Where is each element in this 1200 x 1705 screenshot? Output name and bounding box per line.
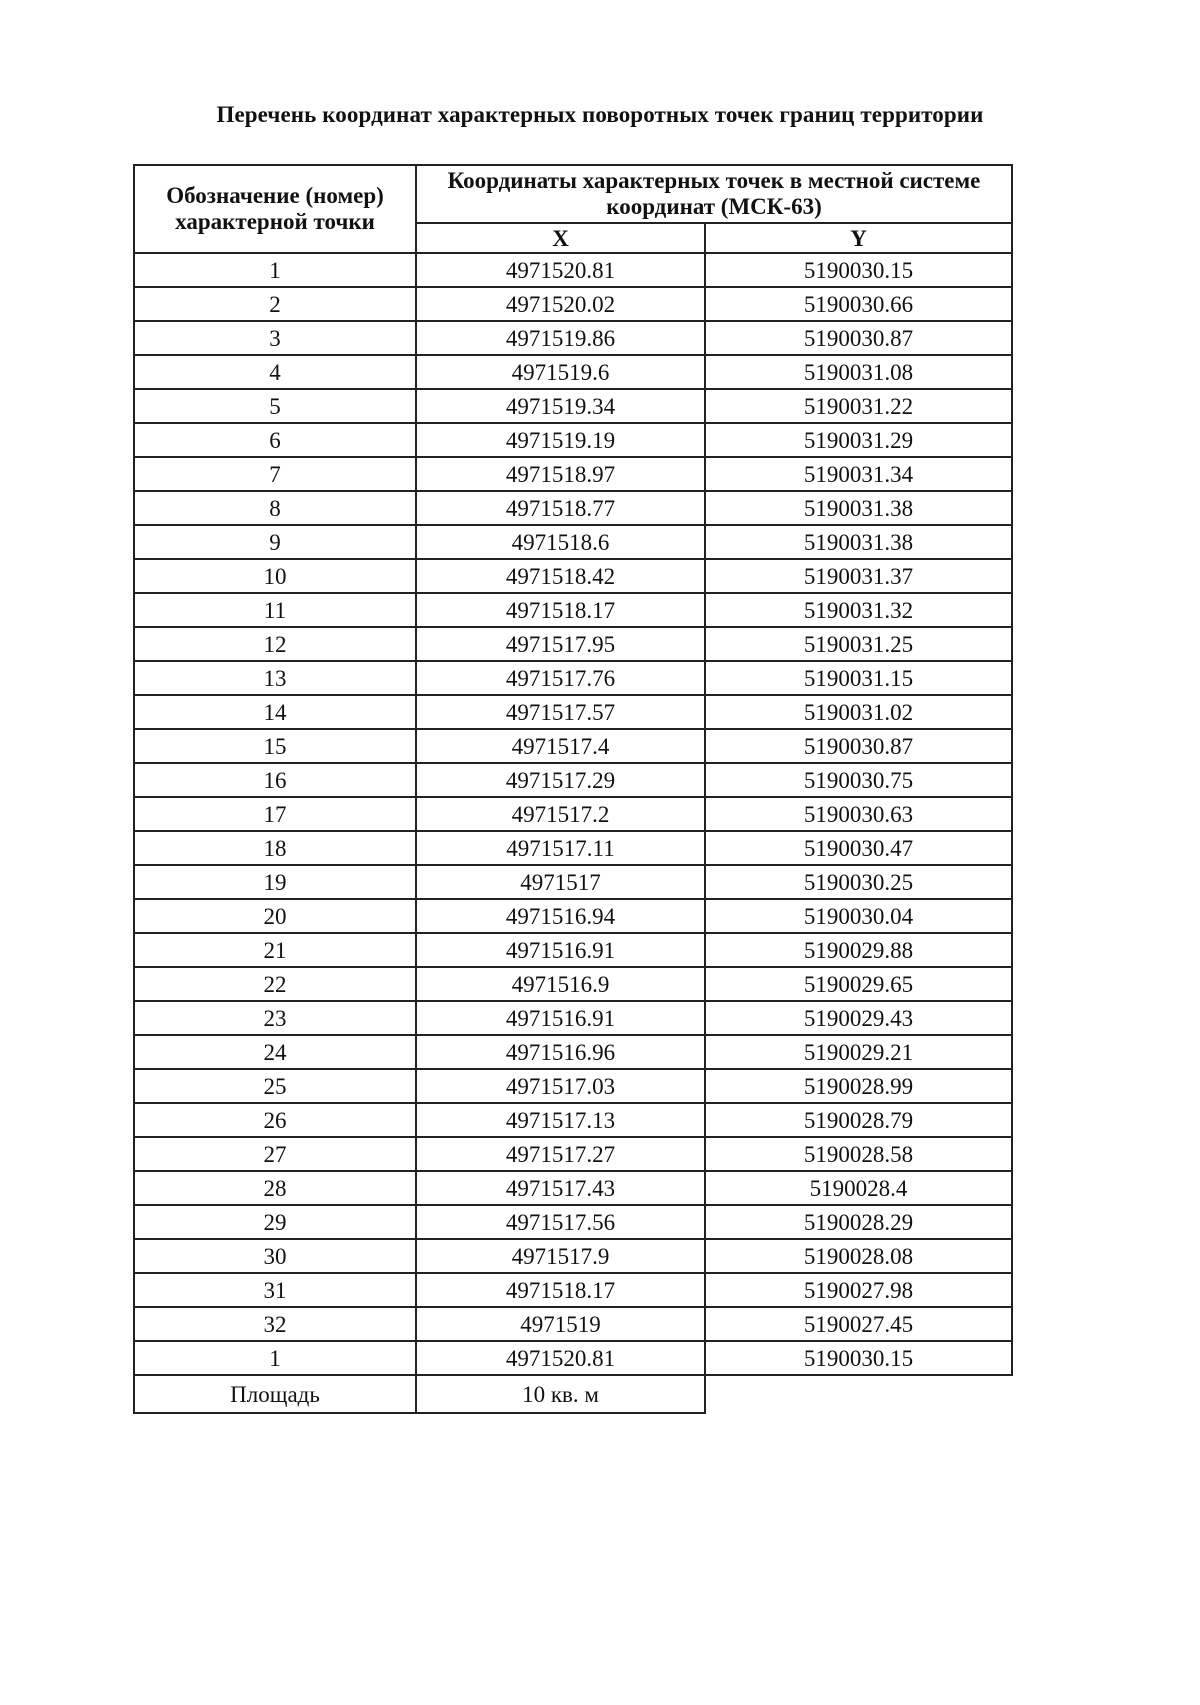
coord-y: 5190031.37: [705, 559, 1012, 593]
coord-x: 4971516.96: [416, 1035, 705, 1069]
coord-x: 4971518.42: [416, 559, 705, 593]
coord-x: 4971516.91: [416, 1001, 705, 1035]
coordinates-table: [133, 164, 1013, 1414]
coord-x: 4971518.6: [416, 525, 705, 559]
coord-y: 5190031.38: [705, 525, 1012, 559]
table-row: [134, 321, 1012, 355]
point-number: 26: [134, 1103, 416, 1137]
coord-x: 4971517.27: [416, 1137, 705, 1171]
point-number: 31: [134, 1273, 416, 1307]
coord-y: 5190030.25: [705, 865, 1012, 899]
table-row: [134, 1103, 1012, 1137]
coord-x: 4971517.9: [416, 1239, 705, 1273]
coord-x: 4971517.11: [416, 831, 705, 865]
point-number: 22: [134, 967, 416, 1001]
coord-y: 5190028.58: [705, 1137, 1012, 1171]
coord-y: 5190029.88: [705, 933, 1012, 967]
table-row: [134, 287, 1012, 321]
header-y: Y: [705, 223, 1012, 253]
area-value: 10 кв. м: [416, 1375, 705, 1413]
point-number: 6: [134, 423, 416, 457]
coord-x: 4971517.43: [416, 1171, 705, 1205]
point-number: 3: [134, 321, 416, 355]
table-row: [134, 933, 1012, 967]
coord-y: 5190031.08: [705, 355, 1012, 389]
coord-x: 4971517: [416, 865, 705, 899]
point-number: 7: [134, 457, 416, 491]
coord-y: 5190030.87: [705, 729, 1012, 763]
coord-x: 4971518.97: [416, 457, 705, 491]
coord-y: 5190027.45: [705, 1307, 1012, 1341]
table-row: [134, 525, 1012, 559]
point-number: 23: [134, 1001, 416, 1035]
point-number: 8: [134, 491, 416, 525]
point-number: 18: [134, 831, 416, 865]
table-row: [134, 1001, 1012, 1035]
point-number: 9: [134, 525, 416, 559]
coord-x: 4971517.57: [416, 695, 705, 729]
coord-x: 4971517.03: [416, 1069, 705, 1103]
coord-y: 5190031.34: [705, 457, 1012, 491]
point-number: 5: [134, 389, 416, 423]
point-number: 2: [134, 287, 416, 321]
table-row: [134, 797, 1012, 831]
table-row: [134, 1069, 1012, 1103]
table-row: [134, 729, 1012, 763]
area-row: [134, 1375, 1012, 1413]
coord-x: 4971517.56: [416, 1205, 705, 1239]
point-number: 20: [134, 899, 416, 933]
table-row: [134, 457, 1012, 491]
coord-y: 5190029.65: [705, 967, 1012, 1001]
table-row: [134, 1341, 1012, 1375]
coord-x: 4971517.2: [416, 797, 705, 831]
coord-y: 5190030.63: [705, 797, 1012, 831]
table-row: [134, 1035, 1012, 1069]
coord-y: 5190031.15: [705, 661, 1012, 695]
coord-y: 5190031.32: [705, 593, 1012, 627]
coord-y: 5190029.43: [705, 1001, 1012, 1035]
header-x: X: [416, 223, 705, 253]
table-row: [134, 1205, 1012, 1239]
coord-y: 5190030.66: [705, 287, 1012, 321]
coord-y: 5190030.15: [705, 1341, 1012, 1375]
table-row: [134, 695, 1012, 729]
coord-x: 4971517.29: [416, 763, 705, 797]
coord-x: 4971520.81: [416, 253, 705, 287]
coordinates-body: [134, 253, 1012, 1375]
coord-y: 5190030.15: [705, 253, 1012, 287]
coord-x: 4971516.9: [416, 967, 705, 1001]
coord-x: 4971516.94: [416, 899, 705, 933]
table-row: [134, 593, 1012, 627]
coord-y: 5190031.22: [705, 389, 1012, 423]
area-label: Площадь: [134, 1375, 416, 1413]
coord-x: 4971518.17: [416, 593, 705, 627]
coord-x: 4971518.17: [416, 1273, 705, 1307]
point-number: 12: [134, 627, 416, 661]
point-number: 11: [134, 593, 416, 627]
table-row: [134, 763, 1012, 797]
area-empty-cell: [705, 1375, 1012, 1413]
point-number: 30: [134, 1239, 416, 1273]
coord-x: 4971519.86: [416, 321, 705, 355]
table-row: [134, 967, 1012, 1001]
coord-x: 4971517.13: [416, 1103, 705, 1137]
table-row: [134, 355, 1012, 389]
coord-x: 4971517.4: [416, 729, 705, 763]
table-row: [134, 865, 1012, 899]
header-coordinates: Координаты характерных точек в местной системе координат (МСК-63): [416, 165, 1012, 223]
point-number: 1: [134, 253, 416, 287]
coord-y: 5190031.25: [705, 627, 1012, 661]
coord-y: 5190031.38: [705, 491, 1012, 525]
coord-y: 5190031.29: [705, 423, 1012, 457]
table-row: [134, 661, 1012, 695]
coord-x: 4971519.34: [416, 389, 705, 423]
point-number: 10: [134, 559, 416, 593]
coord-y: 5190029.21: [705, 1035, 1012, 1069]
coord-x: 4971520.81: [416, 1341, 705, 1375]
table-row: [134, 1239, 1012, 1273]
point-number: 28: [134, 1171, 416, 1205]
coord-y: 5190028.4: [705, 1171, 1012, 1205]
table-row: [134, 1273, 1012, 1307]
table-row: [134, 389, 1012, 423]
coord-y: 5190030.04: [705, 899, 1012, 933]
coord-y: 5190030.47: [705, 831, 1012, 865]
point-number: 29: [134, 1205, 416, 1239]
coord-x: 4971518.77: [416, 491, 705, 525]
point-number: 13: [134, 661, 416, 695]
coord-y: 5190028.08: [705, 1239, 1012, 1273]
table-row: [134, 423, 1012, 457]
point-number: 19: [134, 865, 416, 899]
coord-x: 4971516.91: [416, 933, 705, 967]
point-number: 32: [134, 1307, 416, 1341]
point-number: 15: [134, 729, 416, 763]
table-row: [134, 627, 1012, 661]
coord-y: 5190028.29: [705, 1205, 1012, 1239]
point-number: 16: [134, 763, 416, 797]
header-point-designation: Обозначение (номер) характерной точки: [134, 165, 416, 253]
coord-y: 5190031.02: [705, 695, 1012, 729]
document-title: Перечень координат характерных поворотных точек границ территории: [216, 102, 984, 127]
coord-y: 5190030.87: [705, 321, 1012, 355]
table-row: [134, 491, 1012, 525]
coord-y: 5190027.98: [705, 1273, 1012, 1307]
coord-x: 4971519: [416, 1307, 705, 1341]
coord-y: 5190028.79: [705, 1103, 1012, 1137]
table-row: [134, 1171, 1012, 1205]
point-number: 24: [134, 1035, 416, 1069]
point-number: 21: [134, 933, 416, 967]
table-row: [134, 559, 1012, 593]
coord-y: 5190028.99: [705, 1069, 1012, 1103]
coord-x: 4971517.76: [416, 661, 705, 695]
table-row: [134, 1137, 1012, 1171]
point-number: 1: [134, 1341, 416, 1375]
table-row: [134, 1307, 1012, 1341]
point-number: 25: [134, 1069, 416, 1103]
coord-x: 4971519.6: [416, 355, 705, 389]
table-row: [134, 831, 1012, 865]
point-number: 17: [134, 797, 416, 831]
table-row: [134, 253, 1012, 287]
table-row: [134, 899, 1012, 933]
coord-x: 4971517.95: [416, 627, 705, 661]
point-number: 14: [134, 695, 416, 729]
coord-y: 5190030.75: [705, 763, 1012, 797]
point-number: 4: [134, 355, 416, 389]
coord-x: 4971520.02: [416, 287, 705, 321]
coord-x: 4971519.19: [416, 423, 705, 457]
point-number: 27: [134, 1137, 416, 1171]
